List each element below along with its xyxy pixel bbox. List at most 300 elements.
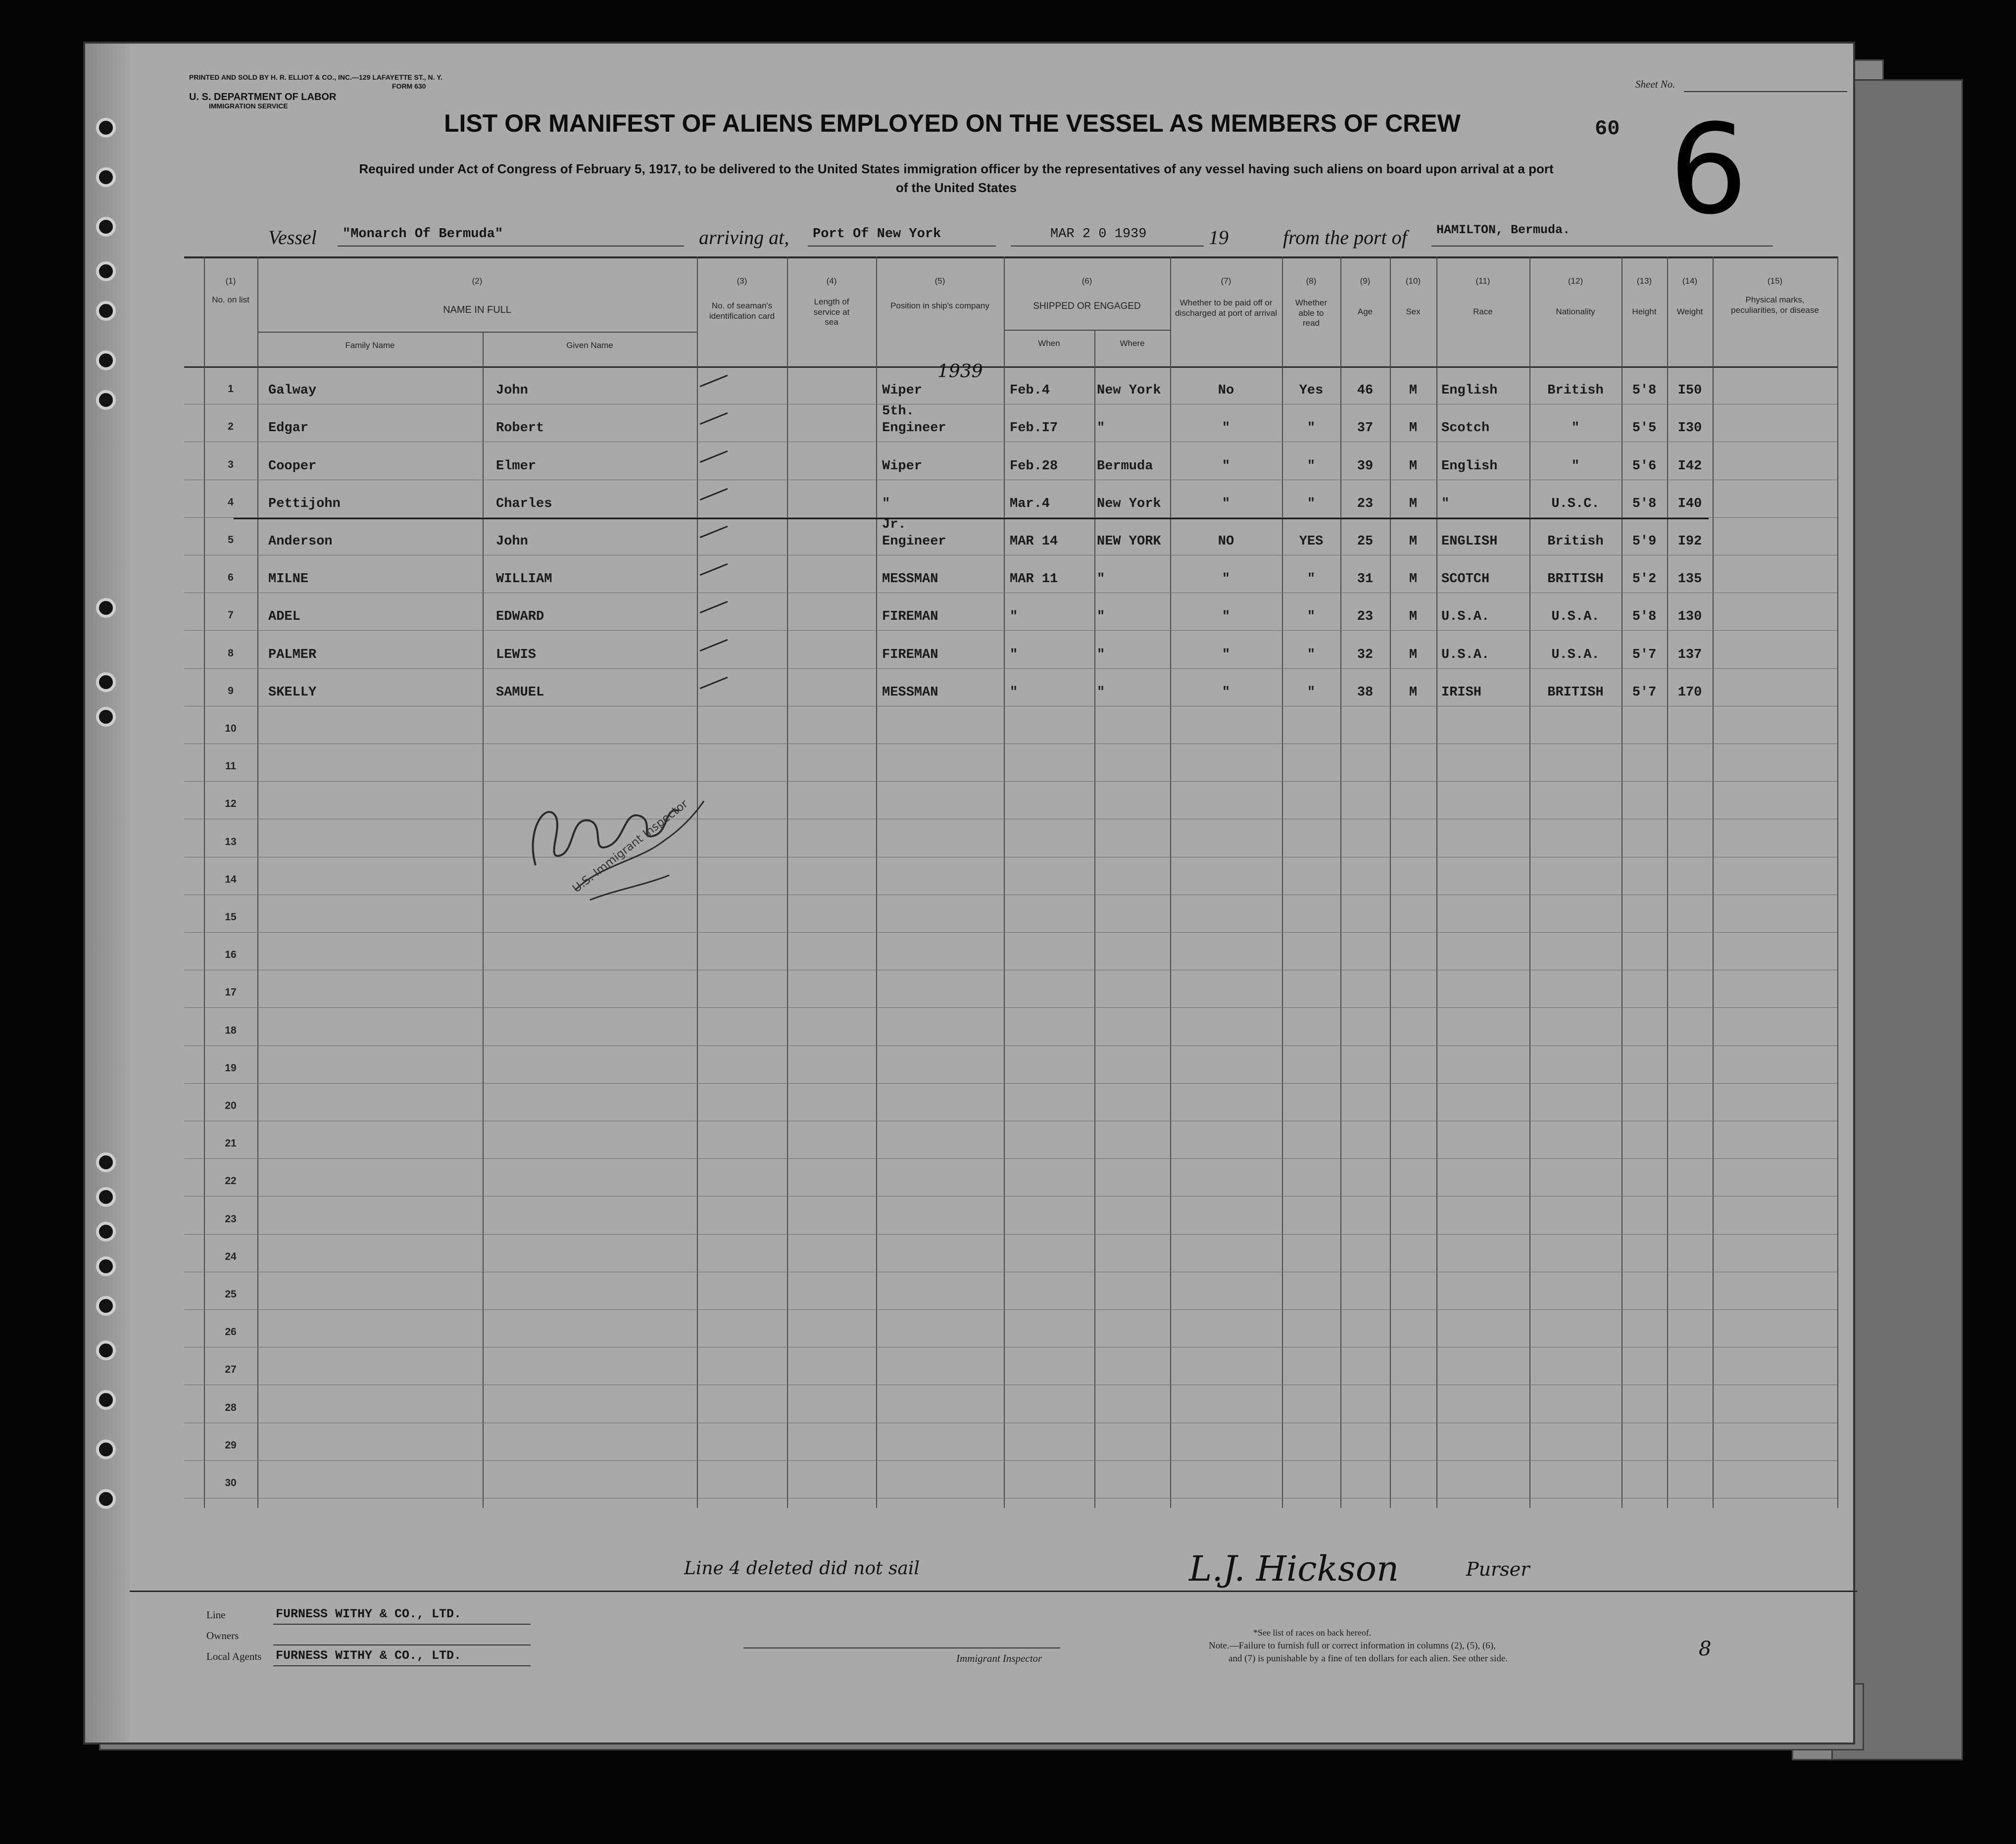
cell-position: MESSMAN xyxy=(882,572,938,587)
row-number: 21 xyxy=(225,1138,237,1149)
col-number: (9) xyxy=(1360,276,1371,286)
col-number: (5) xyxy=(934,276,945,286)
col-label: Length of service at sea xyxy=(813,297,850,327)
col-label: No. on list xyxy=(212,295,249,305)
column-rule xyxy=(1170,256,1171,1508)
row-number: 12 xyxy=(225,798,237,809)
binding-edge xyxy=(85,44,130,1743)
col-number: (4) xyxy=(826,276,837,286)
column-rule xyxy=(1282,256,1283,1508)
col-header-name xyxy=(257,276,697,316)
cell-no: 7 xyxy=(228,609,234,621)
subtitle-line: of the United States xyxy=(895,180,1017,195)
cell-family: Galway xyxy=(268,383,317,398)
table-row xyxy=(85,517,1857,554)
col-header-read xyxy=(1282,276,1340,329)
column-rule xyxy=(787,256,788,1508)
sheet-no-label: Sheet No. xyxy=(1635,78,1675,90)
name-subheader-rule xyxy=(257,332,697,333)
cell-nationality: U.S.C. xyxy=(1551,497,1600,511)
cell-given: SAMUEL xyxy=(496,685,544,700)
deletion-note: Line 4 deleted did not sail xyxy=(684,1558,920,1579)
cell-age: 23 xyxy=(1357,497,1374,511)
column-rule xyxy=(1004,256,1005,1508)
binding-hole xyxy=(96,1390,116,1410)
cell-read: " xyxy=(1307,648,1316,662)
cell-age: 32 xyxy=(1357,648,1374,662)
inspector-stamp-text: U.S. Immigrant Inspector xyxy=(570,797,690,896)
cell-given: Robert xyxy=(496,421,544,436)
cell-given: WILLIAM xyxy=(496,572,552,587)
cell-age: 23 xyxy=(1357,609,1374,624)
id-card-tick xyxy=(700,639,728,651)
cell-position: Engineer xyxy=(882,421,946,436)
year-note: 1939 xyxy=(937,361,983,382)
col-number: (13) xyxy=(1636,276,1652,286)
id-card-tick xyxy=(700,677,728,689)
cell-family: ADEL xyxy=(268,609,300,624)
table-row xyxy=(85,459,1857,479)
col-label: Whether able to read xyxy=(1295,298,1328,328)
col-label: Nationality xyxy=(1556,307,1595,317)
col-header-height xyxy=(1622,276,1667,317)
cell-read: " xyxy=(1307,459,1316,474)
cell-family: SKELLY xyxy=(268,685,317,700)
binding-hole xyxy=(96,1440,116,1459)
printer-line: PRINTED AND SOLD BY H. R. ELLIOT & CO., INC.—129 LAFAYETTE ST., N. Y. xyxy=(189,73,443,81)
cell-read: Yes xyxy=(1299,383,1324,398)
cell-sex: M xyxy=(1409,383,1418,398)
cell-race: SCOTCH xyxy=(1441,572,1490,587)
col-number: (14) xyxy=(1682,276,1698,286)
shipped-subheader-rule xyxy=(1004,330,1170,331)
cell-weight: I42 xyxy=(1677,459,1702,474)
column-rule xyxy=(1436,256,1437,1508)
id-card-tick xyxy=(700,450,728,463)
cell-race: ENGLISH xyxy=(1441,534,1498,549)
col-number: (6) xyxy=(1082,276,1092,286)
subtitle xyxy=(253,160,1659,197)
cell-paid: " xyxy=(1222,648,1230,662)
cell-sex: M xyxy=(1409,648,1418,662)
page-mark: 60 xyxy=(1595,117,1620,141)
cell-nationality: BRITISH xyxy=(1547,572,1604,587)
form-number: FORM 630 xyxy=(392,82,426,90)
col-header-id-card xyxy=(697,276,787,321)
row-number: 13 xyxy=(225,836,237,847)
cell-position: Engineer xyxy=(882,534,946,549)
purser-title: Purser xyxy=(1466,1558,1530,1580)
cell-sex: M xyxy=(1409,572,1418,587)
column-rule xyxy=(1390,256,1391,1508)
cell-position: Wiper xyxy=(882,383,923,398)
col-label: SHIPPED OR ENGAGED xyxy=(1033,301,1141,312)
cell-given: EDWARD xyxy=(496,609,544,624)
cell-weight: 137 xyxy=(1677,648,1702,662)
cell-weight: I30 xyxy=(1677,421,1702,436)
agents-rule xyxy=(273,1665,531,1666)
cell-height: 5'7 xyxy=(1632,648,1657,662)
cell-race: English xyxy=(1441,383,1498,398)
arriving-label: arriving at, xyxy=(699,226,789,249)
row-rule xyxy=(184,630,1837,631)
cell-sex: M xyxy=(1409,421,1418,436)
cell-weight: 130 xyxy=(1677,609,1702,624)
inspector-caption: Immigrant Inspector xyxy=(956,1652,1042,1664)
cell-height: 5'8 xyxy=(1632,383,1657,398)
cell-no: 9 xyxy=(228,685,234,697)
cell-age: 25 xyxy=(1357,534,1374,549)
table-row xyxy=(85,648,1857,667)
cell-family: PALMER xyxy=(268,648,317,662)
subtitle-line: Required under Act of Congress of February 5, 1917, to be delivered to the United States immigration officer by the representatives of any vessel having such aliens on board upon arrival at a port xyxy=(359,161,1554,176)
row-number: 10 xyxy=(225,723,237,734)
column-rule xyxy=(1713,256,1714,1508)
col-number: (1) xyxy=(225,276,236,286)
col-label: Whether to be paid off or discharged at port of arrival xyxy=(1175,298,1277,318)
row-number: 29 xyxy=(225,1440,237,1451)
binding-hole xyxy=(96,1256,116,1276)
col-header-family: Family Name xyxy=(345,341,395,350)
from-label: from the port of xyxy=(1283,226,1407,249)
table-row xyxy=(85,497,1857,516)
cell-no: 5 xyxy=(228,534,234,546)
agents-value: FURNESS WITHY & CO., LTD. xyxy=(276,1648,462,1663)
cell-paid: " xyxy=(1222,609,1230,624)
cell-where: New York xyxy=(1097,497,1161,511)
inspector-stamp xyxy=(516,742,724,910)
row-rule xyxy=(184,1007,1837,1008)
col-header-paid-off xyxy=(1170,276,1282,318)
agents-label: Local Agents xyxy=(206,1650,262,1662)
cell-no: 6 xyxy=(228,572,234,583)
table-top-rule xyxy=(184,256,1837,258)
cell-sex: M xyxy=(1409,685,1418,700)
cell-read: " xyxy=(1307,609,1316,624)
cell-weight: 135 xyxy=(1677,572,1702,587)
id-card-tick xyxy=(700,488,728,500)
col-label: Physical marks, peculiarities, or disease xyxy=(1731,295,1819,315)
cell-family: Cooper xyxy=(268,459,317,474)
col-header-weight xyxy=(1667,276,1713,317)
sheet-number: 6 xyxy=(1669,98,1748,242)
cell-when: " xyxy=(1010,609,1018,624)
cell-where: " xyxy=(1097,685,1105,700)
arriving-port: Port Of New York xyxy=(813,227,941,242)
row-number: 15 xyxy=(225,911,237,923)
cell-given: LEWIS xyxy=(496,648,537,662)
row-number: 23 xyxy=(225,1213,237,1225)
row-rule xyxy=(184,1158,1837,1159)
col-number: (15) xyxy=(1767,276,1783,286)
row-number: 18 xyxy=(225,1025,237,1036)
vessel-name: "Monarch Of Bermuda" xyxy=(343,227,503,242)
cell-read: " xyxy=(1307,497,1316,511)
row-number: 14 xyxy=(225,874,237,885)
row-number: 28 xyxy=(225,1402,237,1413)
cell-nationality: " xyxy=(1571,459,1580,474)
cell-where: New York xyxy=(1097,383,1161,398)
id-card-tick xyxy=(700,601,728,613)
col-label: Position in ship's company xyxy=(890,301,989,311)
cell-height: 5'8 xyxy=(1632,609,1657,624)
col-number: (12) xyxy=(1568,276,1583,286)
col-header-nationality xyxy=(1529,276,1622,317)
row-rule xyxy=(184,668,1837,669)
cell-sex: M xyxy=(1409,459,1418,474)
binding-hole xyxy=(96,1187,116,1207)
sheet-no-rule xyxy=(1684,91,1847,92)
cell-given: Elmer xyxy=(496,459,537,474)
row-number: 26 xyxy=(225,1326,237,1338)
col-label: Height xyxy=(1632,307,1657,317)
cell-age: 37 xyxy=(1357,421,1374,436)
cell-when: Feb.28 xyxy=(1010,459,1058,474)
cell-height: 5'7 xyxy=(1632,685,1657,700)
cell-position: " xyxy=(882,497,890,511)
col-header-age xyxy=(1340,276,1390,317)
row-number: 22 xyxy=(225,1175,237,1187)
col-header-position xyxy=(876,276,1004,311)
penalty-note-line1: Note.—Failure to furnish full or correct information in columns (2), (5), (6), xyxy=(1209,1641,1496,1651)
cell-position: Wiper xyxy=(882,459,923,474)
col-label: Sex xyxy=(1406,307,1421,317)
cell-paid: " xyxy=(1222,497,1230,511)
cell-when: " xyxy=(1010,685,1018,700)
cell-where: " xyxy=(1097,609,1105,624)
cell-nationality: " xyxy=(1571,421,1580,436)
cell-weight: I40 xyxy=(1677,497,1702,511)
footer-rule xyxy=(130,1591,1857,1592)
cell-when: Feb.I7 xyxy=(1010,421,1058,436)
cell-race: English xyxy=(1441,459,1498,474)
id-card-tick xyxy=(700,526,728,538)
cell-when: Mar.4 xyxy=(1010,497,1050,511)
cell-height: 5'9 xyxy=(1632,534,1657,549)
table-header-rule xyxy=(184,366,1837,368)
cell-when: " xyxy=(1010,648,1018,662)
cell-when: Feb.4 xyxy=(1010,383,1050,398)
id-card-tick xyxy=(700,375,728,387)
table-row xyxy=(85,572,1857,592)
id-card-tick xyxy=(700,412,728,425)
col-number: (10) xyxy=(1405,276,1421,286)
cell-sex: M xyxy=(1409,534,1418,549)
binding-hole xyxy=(96,118,116,138)
column-rule xyxy=(876,256,877,1508)
row-number: 27 xyxy=(225,1364,237,1375)
row-rule xyxy=(184,1083,1837,1084)
from-rule xyxy=(1431,246,1773,247)
cell-read: " xyxy=(1307,421,1316,436)
vessel-label: Vessel xyxy=(268,226,317,249)
binding-hole xyxy=(96,301,116,321)
department-name: U. S. DEPARTMENT OF LABOR xyxy=(189,92,337,102)
cell-race: IRISH xyxy=(1441,685,1482,700)
col-number: (8) xyxy=(1306,276,1317,286)
binding-hole xyxy=(96,1222,116,1242)
corner-mark: 8 xyxy=(1699,1638,1712,1660)
binding-hole xyxy=(96,1152,116,1172)
cell-given: Charles xyxy=(496,497,552,511)
binding-hole xyxy=(96,1489,116,1509)
row-number: 24 xyxy=(225,1251,237,1262)
cell-age: 39 xyxy=(1357,459,1374,474)
date-stamp: MAR 2 0 1939 xyxy=(1050,227,1147,242)
row-rule xyxy=(184,1234,1837,1235)
cell-paid: " xyxy=(1222,421,1230,436)
cell-sex: M xyxy=(1409,609,1418,624)
cell-paid: " xyxy=(1222,685,1230,700)
row-number: 30 xyxy=(225,1477,237,1489)
cell-where: " xyxy=(1097,648,1105,662)
races-note: *See list of races on back hereof. xyxy=(1253,1628,1372,1638)
row-number: 11 xyxy=(225,760,237,772)
manifest-sheet xyxy=(83,42,1855,1744)
year-label: 19 xyxy=(1209,226,1229,249)
col-label: Weight xyxy=(1676,307,1703,317)
table-row xyxy=(85,685,1857,705)
cell-nationality: U.S.A. xyxy=(1551,648,1600,662)
cell-race: " xyxy=(1441,497,1450,511)
col-header-sex xyxy=(1390,276,1436,317)
cell-race: U.S.A. xyxy=(1441,648,1490,662)
line-label: Line xyxy=(206,1609,226,1621)
col-header-shipped xyxy=(1004,276,1170,312)
col-number: (2) xyxy=(472,276,483,286)
vessel-rule xyxy=(338,246,684,247)
cell-nationality: British xyxy=(1547,534,1604,549)
row-rule xyxy=(184,781,1837,782)
line-rule xyxy=(273,1624,531,1625)
cell-position-prefix: 5th. xyxy=(882,404,914,419)
cell-nationality: British xyxy=(1547,383,1604,398)
row-rule xyxy=(184,1460,1837,1461)
cell-where: " xyxy=(1097,572,1105,587)
cell-no: 4 xyxy=(228,497,234,508)
cell-paid: No xyxy=(1218,383,1234,398)
service-name: IMMIGRATION SERVICE xyxy=(209,102,288,110)
cell-weight: I92 xyxy=(1677,534,1702,549)
col-number: (7) xyxy=(1221,276,1231,286)
row-number: 17 xyxy=(225,987,237,998)
cell-given: John xyxy=(496,534,528,549)
cell-height: 5'6 xyxy=(1632,459,1657,474)
cell-position: FIREMAN xyxy=(882,609,938,624)
binding-hole xyxy=(96,261,116,281)
binding-hole xyxy=(96,217,116,237)
inspector-signature-line xyxy=(743,1647,1060,1648)
cell-where: NEW YORK xyxy=(1097,534,1161,549)
table-row xyxy=(85,609,1857,629)
col-header-no xyxy=(204,276,257,305)
column-rule xyxy=(257,256,258,1508)
cell-family: MILNE xyxy=(268,572,309,587)
cell-race: Scotch xyxy=(1441,421,1490,436)
column-rule xyxy=(1529,256,1530,1508)
cell-position: FIREMAN xyxy=(882,648,938,662)
col-header-given: Given Name xyxy=(566,341,613,350)
binding-hole xyxy=(96,1341,116,1360)
col-header-race xyxy=(1436,276,1529,317)
binding-hole xyxy=(96,1296,116,1316)
cell-family: Edgar xyxy=(268,421,309,436)
arriving-rule xyxy=(808,246,996,247)
cell-paid: " xyxy=(1222,572,1230,587)
id-card-tick xyxy=(700,563,728,576)
cell-height: 5'8 xyxy=(1632,497,1657,511)
cell-weight: I50 xyxy=(1677,383,1702,398)
cell-age: 46 xyxy=(1357,383,1374,398)
row-rule xyxy=(184,1309,1837,1310)
cell-paid: NO xyxy=(1218,534,1234,549)
cell-nationality: BRITISH xyxy=(1547,685,1604,700)
column-rule xyxy=(1622,256,1623,1508)
binding-hole xyxy=(96,350,116,370)
cell-race: U.S.A. xyxy=(1441,609,1490,624)
col-label: No. of seaman's identification card xyxy=(709,301,775,321)
owners-label: Owners xyxy=(206,1630,239,1642)
col-header-physical xyxy=(1713,276,1837,315)
column-rule xyxy=(1837,256,1838,1508)
col-header-when: When xyxy=(1038,339,1060,348)
col-header-service xyxy=(787,276,876,328)
cell-when: MAR 11 xyxy=(1010,572,1058,587)
row-rule xyxy=(184,932,1837,933)
cell-sex: M xyxy=(1409,497,1418,511)
cell-height: 5'5 xyxy=(1632,421,1657,436)
cell-when: MAR 14 xyxy=(1010,534,1058,549)
cell-weight: 170 xyxy=(1677,685,1702,700)
from-port: HAMILTON, Bermuda. xyxy=(1436,223,1571,237)
column-rule xyxy=(1340,256,1341,1508)
inspector-signature-scribble xyxy=(516,742,724,910)
date-rule xyxy=(1011,246,1204,247)
cell-where: Bermuda xyxy=(1097,459,1153,474)
table-row xyxy=(85,383,1857,403)
cell-no: 3 xyxy=(228,459,234,470)
row-number: 16 xyxy=(225,949,237,960)
cell-no: 8 xyxy=(228,648,234,659)
table-row xyxy=(85,404,1857,441)
col-number: (3) xyxy=(737,276,747,286)
line-value: FURNESS WITHY & CO., LTD. xyxy=(276,1607,462,1621)
binding-hole xyxy=(96,167,116,187)
cell-given: John xyxy=(496,383,528,398)
col-label: Race xyxy=(1473,307,1493,317)
binding-hole xyxy=(96,707,116,727)
cell-read: " xyxy=(1307,685,1316,700)
row-number: 19 xyxy=(225,1062,237,1074)
row-number: 20 xyxy=(225,1100,237,1111)
row-number: 25 xyxy=(225,1289,237,1300)
cell-read: " xyxy=(1307,572,1316,587)
cell-no: 1 xyxy=(228,383,234,395)
column-rule xyxy=(1667,256,1668,1508)
cell-paid: " xyxy=(1222,459,1230,474)
deleted-row-strike xyxy=(234,518,1709,519)
cell-age: 38 xyxy=(1357,685,1374,700)
cell-where: " xyxy=(1097,421,1105,436)
cell-position-prefix: Jr. xyxy=(882,517,906,532)
cell-nationality: U.S.A. xyxy=(1551,609,1600,624)
col-header-where: Where xyxy=(1120,339,1145,348)
col-number: (11) xyxy=(1475,276,1490,286)
purser-signature: L.J. Hickson xyxy=(1189,1548,1399,1589)
cell-read: YES xyxy=(1299,534,1324,549)
col-label: Age xyxy=(1357,307,1373,317)
cell-no: 2 xyxy=(228,421,234,432)
